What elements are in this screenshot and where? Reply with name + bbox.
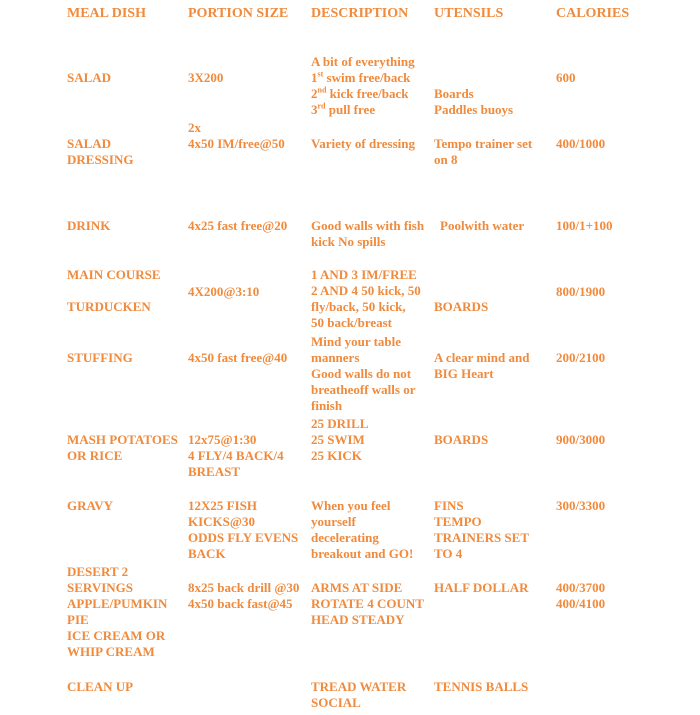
- desert-portion-line-2: 4x50 back fast@45: [188, 596, 293, 611]
- dressing-portion-line-1: 2x: [188, 120, 201, 135]
- dressing-calories: [556, 136, 605, 152]
- drink-calories: [556, 218, 613, 234]
- stuffing-utensils: [434, 350, 529, 382]
- stuffing-description: [311, 334, 415, 414]
- turducken-meal: [67, 299, 151, 315]
- cleanup-desc-line-1: TREAD WATER: [311, 679, 407, 694]
- stuffing-desc-line-4: breatheoff walls or: [311, 382, 416, 397]
- desert-desc-line-3: HEAD STEADY: [311, 612, 405, 627]
- desert-portion-line-1: 8x25 back drill @30: [188, 580, 300, 595]
- stuffing-meal-line: STUFFING: [67, 350, 133, 365]
- stuffing-calories-line: 200/2100: [556, 350, 606, 365]
- salad-desc-3-num: 2: [311, 86, 318, 101]
- main-description: [311, 267, 421, 331]
- mash-meal: [67, 432, 178, 464]
- header-portion-size: PORTION SIZE: [188, 6, 289, 21]
- drink-meal-line: DRINK: [67, 218, 111, 233]
- dressing-portion: [188, 120, 285, 152]
- salad-desc-line-1: A bit of everything: [311, 54, 415, 69]
- dressing-utensil-2: on 8: [434, 152, 458, 167]
- desert-meal-line-5: ICE CREAM OR: [67, 628, 166, 643]
- mash-description: [311, 416, 368, 464]
- dressing-utensil-1: Tempo trainer set: [434, 136, 533, 151]
- desert-desc-line-2: ROTATE 4 COUNT: [311, 596, 424, 611]
- dressing-meal-line-1: SALAD: [67, 136, 112, 151]
- main-desc-line-1: 1 AND 3 IM/FREE: [311, 267, 417, 282]
- mash-portion-line-3: BREAST: [188, 464, 241, 479]
- mash-desc-line-2: 25 SWIM: [311, 432, 365, 447]
- salad-desc-4-rest: pull free: [325, 102, 376, 117]
- gravy-utensils: [434, 498, 529, 562]
- salad-desc-line-2: [311, 70, 415, 86]
- desert-portion: [188, 580, 299, 612]
- desert-calories-line-1: 400/3700: [556, 580, 606, 595]
- turducken-label: TURDUCKEN: [67, 299, 151, 314]
- main-portion: [188, 284, 259, 300]
- salad-utensil-1: Boards: [434, 86, 474, 101]
- dressing-portion-line-2: 4x50 IM/free@50: [188, 136, 285, 151]
- dressing-desc-line-1: Variety of dressing: [311, 136, 415, 151]
- cleanup-meal-line: CLEAN UP: [67, 679, 134, 694]
- drink-desc-line-2: kick No spills: [311, 234, 386, 249]
- main-desc-line-4: 50 back/breast: [311, 315, 393, 330]
- desert-meal-line-2: SERVINGS: [67, 580, 134, 595]
- mash-utensils: [434, 432, 488, 448]
- cleanup-desc-line-2: SOCIAL: [311, 695, 361, 710]
- stuffing-desc-line-2: manners: [311, 350, 360, 365]
- desert-desc-line-1: ARMS AT SIDE: [311, 580, 403, 595]
- gravy-calories: [556, 498, 605, 514]
- salad-description: [311, 54, 415, 118]
- dressing-description: [311, 136, 415, 152]
- salad-meal-line: SALAD: [67, 70, 112, 85]
- desert-meal-line-3: APPLE/PUMKIN: [67, 596, 168, 611]
- main-calories-line: 800/1900: [556, 284, 606, 299]
- desert-meal-line-1: DESERT 2: [67, 564, 129, 579]
- mash-portion-line-2: 4 FLY/4 BACK/4: [188, 448, 284, 463]
- stuffing-meal: [67, 350, 133, 366]
- gravy-portion-line-4: BACK: [188, 546, 226, 561]
- gravy-portion-line-3: ODDS FLY EVENS: [188, 530, 299, 545]
- desert-utensil-1: HALF DOLLAR: [434, 580, 529, 595]
- gravy-portion-line-1: 12X25 FISH: [188, 498, 257, 513]
- header-description: DESCRIPTION: [311, 6, 409, 21]
- mash-desc-line-3: 25 KICK: [311, 448, 362, 463]
- cleanup-utensil-1: TENNIS BALLS: [434, 679, 529, 694]
- gravy-utensil-3: TRAINERS SET: [434, 530, 530, 545]
- stuffing-portion: [188, 350, 287, 366]
- main-utensils: [434, 299, 488, 315]
- drink-meal: [67, 218, 110, 234]
- gravy-meal: [67, 498, 113, 514]
- salad-desc-2-num: 1: [311, 70, 318, 85]
- dressing-utensils: [434, 136, 532, 168]
- drink-portion-line: 4x25 fast free@20: [188, 218, 288, 233]
- desert-meal-line-4: PIE: [67, 612, 89, 627]
- salad-portion-line: 3X200: [188, 70, 224, 85]
- gravy-portion-line-2: KICKS@30: [188, 514, 255, 529]
- drink-calories-line: 100/1+100: [556, 218, 613, 233]
- desert-meal: [67, 564, 167, 660]
- salad-calories-line: 600: [556, 70, 576, 85]
- salad-utensils: [434, 86, 513, 118]
- salad-desc-4-sup: rd: [317, 101, 326, 111]
- header-utensils: UTENSILS: [434, 6, 504, 21]
- salad-desc-3-rest: kick free/back: [326, 86, 409, 101]
- dressing-meal-line-2: DRESSING: [67, 152, 134, 167]
- mash-utensil-1: BOARDS: [434, 432, 489, 447]
- main-course-meal: [67, 267, 161, 283]
- gravy-portion: [188, 498, 298, 562]
- salad-desc-2-rest: swim free/back: [323, 70, 411, 85]
- gravy-desc-line-2: yourself: [311, 514, 356, 529]
- salad-meal: [67, 70, 111, 86]
- gravy-desc-line-3: decelerating: [311, 530, 379, 545]
- drink-utensil-1: Poolwith water: [440, 218, 525, 233]
- mash-desc-line-1: 25 DRILL: [311, 416, 369, 431]
- mash-calories: [556, 432, 605, 448]
- salad-desc-3-sup: nd: [317, 85, 327, 95]
- main-desc-line-3: fly/back, 50 kick,: [311, 299, 406, 314]
- mash-meal-line-2: OR RICE: [67, 448, 123, 463]
- header-meal-dish: MEAL DISH: [67, 6, 146, 21]
- salad-desc-2-sup: st: [317, 69, 324, 79]
- gravy-meal-line: GRAVY: [67, 498, 113, 513]
- gravy-description: [311, 498, 413, 562]
- stuffing-utensil-1: A clear mind and: [434, 350, 530, 365]
- gravy-utensil-2: TEMPO: [434, 514, 482, 529]
- cleanup-meal: [67, 679, 133, 695]
- mash-portion: [188, 432, 284, 480]
- main-utensil-1: BOARDS: [434, 299, 489, 314]
- salad-calories: [556, 70, 576, 86]
- salad-portion: [188, 70, 223, 86]
- stuffing-desc-line-5: finish: [311, 398, 343, 413]
- desert-utensils: [434, 580, 529, 596]
- dressing-calories-line: 400/1000: [556, 136, 606, 151]
- main-portion-line: 4X200@3:10: [188, 284, 260, 299]
- stuffing-utensil-2: BIG Heart: [434, 366, 494, 381]
- main-course-label: MAIN COURSE: [67, 267, 161, 282]
- main-calories: [556, 284, 605, 300]
- cleanup-description: [311, 679, 406, 711]
- salad-desc-line-4: [311, 102, 415, 118]
- stuffing-desc-line-1: Mind your table: [311, 334, 402, 349]
- header-calories: CALORIES: [556, 6, 630, 21]
- mash-portion-line-1: 12x75@1:30: [188, 432, 257, 447]
- drink-description: [311, 218, 424, 250]
- cleanup-utensils: [434, 679, 528, 695]
- drink-utensils: [440, 218, 524, 234]
- desert-calories-line-2: 400/4100: [556, 596, 606, 611]
- main-desc-line-2: 2 AND 4 50 kick, 50: [311, 283, 421, 298]
- stuffing-portion-line: 4x50 fast free@40: [188, 350, 288, 365]
- gravy-calories-line: 300/3300: [556, 498, 606, 513]
- desert-description: [311, 580, 424, 628]
- desert-meal-line-6: WHIP CREAM: [67, 644, 155, 659]
- salad-utensil-2: Paddles buoys: [434, 102, 514, 117]
- dressing-meal: [67, 136, 133, 168]
- gravy-utensil-4: TO 4: [434, 546, 463, 561]
- gravy-utensil-1: FINS: [434, 498, 464, 513]
- drink-portion: [188, 218, 287, 234]
- desert-calories: [556, 580, 605, 612]
- gravy-desc-line-1: When you feel: [311, 498, 391, 513]
- mash-meal-line-1: MASH POTATOES: [67, 432, 178, 447]
- drink-desc-line-1: Good walls with fish: [311, 218, 425, 233]
- gravy-desc-line-4: breakout and GO!: [311, 546, 414, 561]
- stuffing-desc-line-3: Good walls do not: [311, 366, 412, 381]
- salad-desc-4-num: 3: [311, 102, 318, 117]
- salad-desc-line-3: [311, 86, 415, 102]
- stuffing-calories: [556, 350, 605, 366]
- mash-calories-line: 900/3000: [556, 432, 606, 447]
